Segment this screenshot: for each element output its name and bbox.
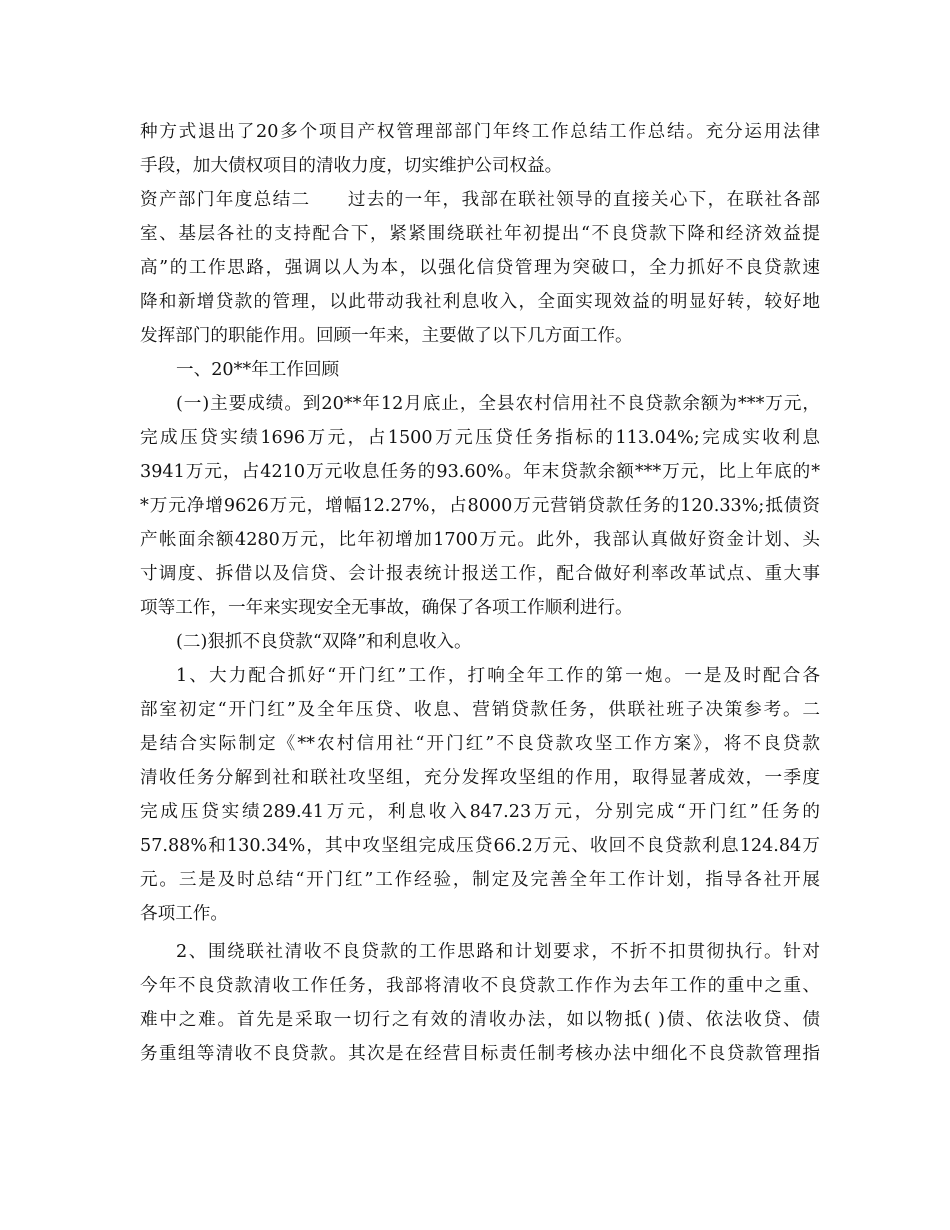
text-line: 2、围绕联社清收不良贷款的工作思路和计划要求，不折不扣贯彻执行。针对 (176, 942, 820, 962)
paragraph (140, 353, 820, 387)
text-fragment: 过去的一年，我部在联社领导的直接关心下，在联社各部 (346, 190, 820, 210)
paragraph (140, 115, 820, 183)
paragraph (140, 625, 820, 659)
text-line: 项等工作，一年来实现安全无事故，确保了各项工作顺利进行。 (140, 598, 633, 618)
text-line: 务重组等清收不良贷款。其次是在经营目标责任制考核办法中细化不良贷款管理指 (140, 1044, 820, 1064)
paragraph (140, 935, 820, 1071)
text-line: 元。三是及时总结“开门红”工作经验，制定及完善全年工作计划，指导各社开展 (140, 870, 820, 890)
text-line: 难中之难。首先是采取一切行之有效的清收办法，如以物抵( )债、依法收贷、债 (140, 1010, 820, 1030)
text-line: 各项工作。 (140, 904, 228, 924)
section-title: 一、20**年工作回顾 (176, 360, 340, 380)
paragraph (140, 183, 820, 353)
text-line: 完成压贷实绩289.41万元，利息收入847.23万元，分别完成“开门红”任务的 (140, 802, 820, 822)
text-line: 种方式退出了20多个项目产权管理部部门年终工作总结工作总结。充分运用法律 (140, 122, 820, 142)
text-line: 清收任务分解到社和联社攻坚组，充分发挥攻坚组的作用，取得显著成效，一季度 (140, 768, 820, 788)
text-line: 1、大力配合抓好“开门红”工作，打响全年工作的第一炮。一是及时配合各 (176, 666, 820, 686)
text-line: 是结合实际制定《**农村信用社“开门红”不良贷款攻坚工作方案》，将不良贷款 (140, 734, 820, 754)
text-line: 今年不良贷款清收工作任务，我部将清收不良贷款工作作为去年工作的重中之重、 (140, 976, 820, 996)
text-line: 降和新增贷款的管理，以此带动我社利息收入，全面实现效益的明显好转，较好地 (140, 292, 820, 312)
text-line: *万元净增9626万元，增幅12.27%，占8000万元营销贷款任务的120.33%;抵债资 (140, 496, 820, 516)
text-line: 3941万元，占4210万元收息任务的93.60%。年末贷款余额***万元，比上年底的* (140, 462, 820, 482)
text-line: 部室初定“开门红”及全年压贷、收息、营销贷款任务，供联社班子决策参考。二 (140, 700, 820, 720)
text-line: 寸调度、拆借以及信贷、会计报表统计报送工作，配合做好利率改革试点、重大事 (140, 564, 820, 584)
text-line: 手段，加大债权项目的清收力度，切实维护公司权益。 (140, 156, 563, 176)
text-line: 完成压贷实绩1696万元，占1500万元压贷任务指标的113.04%;完成实收利息 (140, 428, 820, 448)
paragraph (140, 659, 820, 931)
text-line (140, 183, 820, 217)
paragraph (140, 387, 820, 625)
subsection-title: (二)狠抓不良贷款“双降”和利息收入。 (176, 632, 472, 652)
text-line: 室、基层各社的支持配合下，紧紧围绕联社年初提出“不良贷款下降和经济效益提 (140, 224, 820, 244)
document-body (140, 115, 820, 1071)
text-line: 发挥部门的职能作用。回顾一年来，主要做了以下几方面工作。 (140, 326, 633, 346)
section-heading: 资产部门年度总结二 (140, 190, 311, 210)
text-line: 产帐面余额4280万元，比年初增加1700万元。此外，我部认真做好资金计划、头 (140, 530, 820, 550)
text-line: 57.88%和130.34%，其中攻坚组完成压贷66.2万元、收回不良贷款利息124.84万 (140, 836, 820, 856)
text-line: (一)主要成绩。到20**年12月底止，全县农村信用社不良贷款余额为***万元， (176, 394, 820, 414)
text-line: 高”的工作思路，强调以人为本，以强化信贷管理为突破口，全力抓好不良贷款速 (140, 258, 820, 278)
